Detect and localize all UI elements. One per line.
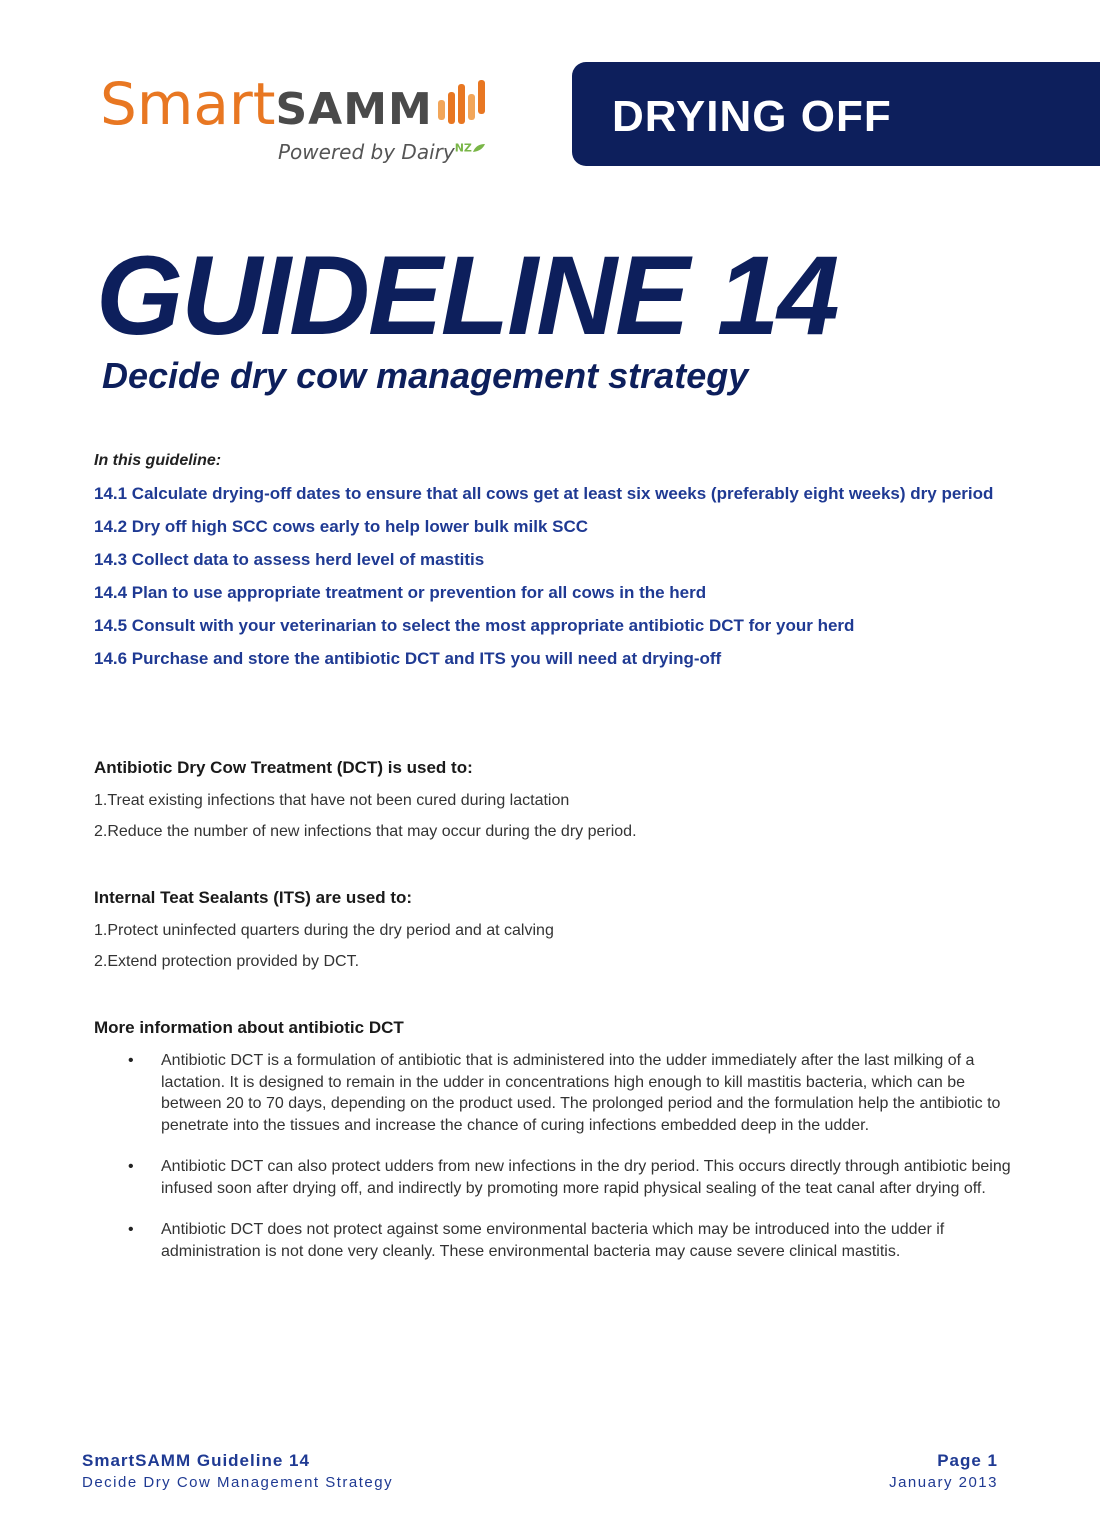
footer-left — [82, 1450, 393, 1494]
contents-heading: In this guideline: — [94, 452, 222, 469]
bullet-text: Antibiotic DCT is a formulation of antibiotic that is administered into the udder immediately after the last milking of a lactation. It is designed to remain in the udder in concentrations high enough to kill mastitis bacteria, which can be between 20 to 70 days, depending on the product used. The prolonged period and the formulation help the antibiotic to penetrate into the tissues and increase the chance of curing infections embedded deep in the udder. — [161, 1052, 1001, 1134]
bullet-icon: • — [128, 1221, 134, 1238]
more-info-section — [94, 1016, 1014, 1282]
list-item — [94, 1219, 1014, 1262]
footer-title: SmartSAMM Guideline 14 — [82, 1451, 310, 1470]
contents-item-14-4[interactable]: 14.4 Plan to use appropriate treatment or prevention for all cows in the herd — [94, 583, 707, 602]
footer-right — [889, 1450, 998, 1494]
logo-samm-text: SAMM — [275, 84, 433, 135]
logo-wordmark — [100, 70, 433, 144]
bullet-icon: • — [128, 1158, 134, 1175]
contents-item-14-5[interactable]: 14.5 Consult with your veterinarian to select the most appropriate antibiotic DCT for your herd — [94, 616, 855, 635]
contents-item-14-1[interactable]: 14.1 Calculate drying-off dates to ensure that all cows get at least six weeks (preferably eight weeks) dry period — [94, 484, 994, 503]
its-item: 1.Protect uninfected quarters during the dry period and at calving — [94, 922, 554, 939]
contents-item-14-3[interactable]: 14.3 Collect data to assess herd level of mastitis — [94, 550, 485, 569]
list-item — [94, 1156, 1014, 1199]
guideline-contents — [94, 450, 1014, 680]
more-info-heading: More information about antibiotic DCT — [94, 1018, 404, 1037]
leaf-icon — [472, 143, 486, 153]
its-section — [94, 886, 1014, 982]
banner-text: DRYING OFF — [612, 92, 892, 141]
logo-powered-by — [278, 140, 486, 164]
its-heading: Internal Teat Sealants (ITS) are used to: — [94, 888, 413, 907]
smartsamm-logo — [100, 70, 520, 180]
footer-subtitle: Decide Dry Cow Management Strategy — [82, 1474, 394, 1491]
logo-nz-text: NZ — [454, 141, 472, 155]
contents-item-14-2[interactable]: 14.2 Dry off high SCC cows early to help lower bulk milk SCC — [94, 517, 589, 536]
dct-item: 2.Reduce the number of new infections that may occur during the dry period. — [94, 823, 637, 840]
footer-date: January 2013 — [889, 1474, 998, 1491]
page-title: GUIDELINE 14 — [96, 233, 838, 358]
logo-smart-text: Smart — [100, 70, 276, 138]
dct-section — [94, 756, 1014, 852]
dct-heading: Antibiotic Dry Cow Treatment (DCT) is used to: — [94, 758, 473, 777]
page-number: Page 1 — [937, 1451, 998, 1470]
logo-powered-text: Powered by Dairy — [278, 140, 455, 164]
section-banner — [572, 62, 1100, 166]
list-item — [94, 1050, 1014, 1136]
dct-item: 1.Treat existing infections that have not been cured during lactation — [94, 792, 570, 809]
bar-chart-mark-icon — [436, 78, 496, 128]
its-item: 2.Extend protection provided by DCT. — [94, 953, 360, 970]
bullet-icon: • — [128, 1052, 134, 1069]
contents-item-14-6[interactable]: 14.6 Purchase and store the antibiotic DCT and ITS you will need at drying-off — [94, 649, 722, 668]
more-info-list — [94, 1050, 1014, 1262]
page-subtitle: Decide dry cow management strategy — [102, 355, 749, 396]
bullet-text: Antibiotic DCT does not protect against some environmental bacteria which may be introduced into the udder if administration is not done very cleanly. These environmental bacteria may cause severe clinical mastitis. — [161, 1221, 945, 1260]
bullet-text: Antibiotic DCT can also protect udders from new infections in the dry period. This occurs directly through antibiotic being infused soon after drying off, and indirectly by promoting more rapid physical sealing of the teat canal after drying off. — [161, 1158, 1011, 1197]
